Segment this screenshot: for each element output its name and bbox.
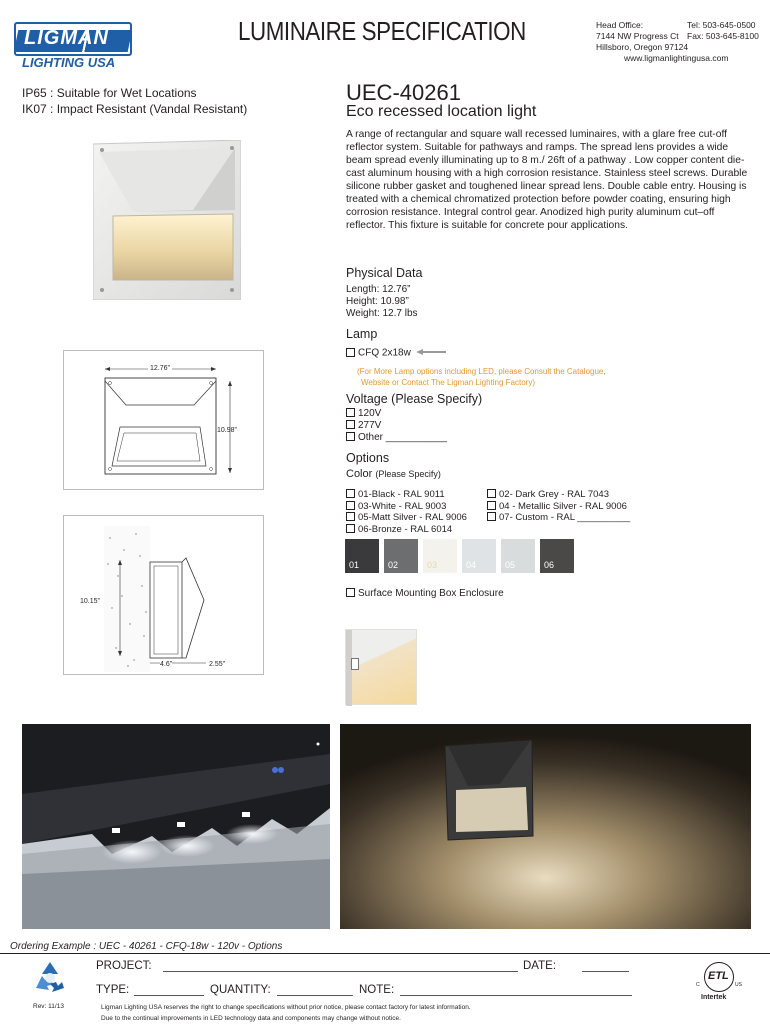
document-title: LUMINAIRE SPECIFICATION bbox=[238, 16, 526, 46]
ordering-example: Ordering Example : UEC - 40261 - CFQ-18w - 120v - Options bbox=[10, 941, 283, 952]
footer-divider bbox=[0, 953, 770, 954]
product-render bbox=[93, 140, 241, 300]
product-model: UEC-40261 bbox=[346, 80, 461, 105]
product-description: A range of rectangular and square wall recessed luminaires, with a glare free cut-off reflector system. Suitable for pathways and ramps. The spread lens provides a wide beam spread evenly illuminating up to 8 m./ 26ft of a pathway . Low copper content die-cast aluminum housing with a high corrosion resistance. Stainless steel screws. Durable silicone rubber gasket and toughened linear spread lens. Double cable entry. Housing is treated with a chemical chromatized protection before powder coating, ensuring high corrosion resistance. Integral control gear. Anodized high purity aluminum cut–off reflector. This fixture is suitable for concrete pour applications. bbox=[346, 129, 748, 231]
options-heading: Options bbox=[346, 451, 390, 465]
project-field[interactable] bbox=[163, 971, 518, 972]
dim-side-height: 10.15” bbox=[80, 598, 100, 605]
physical-height: Height: 10.98” bbox=[346, 296, 409, 307]
dim-height: 10.98” bbox=[217, 427, 237, 434]
company-logo bbox=[14, 22, 132, 56]
date-label: DATE: bbox=[523, 960, 557, 972]
physical-weight: Weight: 12.7 lbs bbox=[346, 308, 418, 319]
color-option-01[interactable]: 01-Black - RAL 9011 bbox=[346, 489, 467, 501]
logo-subtitle: LIGHTING USA bbox=[22, 55, 116, 70]
date-field[interactable] bbox=[582, 971, 629, 972]
front-view-drawing bbox=[63, 350, 264, 490]
voltage-options bbox=[346, 408, 447, 444]
lamp-option: CFQ 2x18w bbox=[346, 347, 446, 360]
lamp-heading: Lamp bbox=[346, 327, 378, 341]
head-office-address: Head Office: 7144 NW Progress Ct Hillsboro, Oregon 97124 bbox=[596, 20, 689, 52]
surface-box-image bbox=[345, 629, 417, 705]
note-field[interactable] bbox=[400, 995, 632, 996]
etl-listed-mark: ETL C US Intertek bbox=[696, 962, 740, 1006]
color-swatch-02: 02 bbox=[384, 539, 418, 573]
surface-box-option[interactable]: Surface Mounting Box Enclosure bbox=[346, 588, 504, 600]
dim-width: 12.76” bbox=[150, 365, 170, 372]
disclaimer: Ligman Lighting USA reserves the right to change specifications without prior notice, please contact factory for latest information. Due to the continual improvements in LED technology data and components may change without notice. bbox=[101, 1004, 471, 1022]
color-swatch-03: 03 bbox=[423, 539, 457, 573]
color-option-02[interactable]: 02- Dark Grey - RAL 7043 bbox=[487, 489, 630, 501]
contact-phones: Tel: 503-645-0500 Fax: 503-645-8100 bbox=[687, 20, 759, 41]
dim-side-projection: 2.55” bbox=[209, 661, 225, 668]
type-field[interactable] bbox=[134, 995, 204, 996]
recycle-icon bbox=[30, 958, 70, 998]
website-link[interactable]: www.ligmanlightingusa.com bbox=[624, 53, 729, 63]
color-options-right bbox=[487, 489, 630, 524]
color-swatch-04: 04 bbox=[462, 539, 496, 573]
color-swatch-01: 01 bbox=[345, 539, 379, 573]
quantity-field[interactable] bbox=[277, 995, 353, 996]
voltage-option-277[interactable]: 277V bbox=[346, 420, 447, 432]
color-option-07[interactable]: 07- Custom - RAL __________ bbox=[487, 512, 630, 524]
quantity-label: QUANTITY: bbox=[210, 984, 271, 996]
product-subtitle: Eco recessed location light bbox=[346, 103, 537, 120]
color-option-03[interactable]: 03-White - RAL 9003 bbox=[346, 501, 467, 513]
arrow-left-icon bbox=[416, 347, 446, 359]
installation-photo-wall bbox=[340, 724, 751, 929]
physical-data-heading: Physical Data bbox=[346, 266, 423, 280]
color-options-left bbox=[346, 489, 467, 535]
lamp-note: (For More Lamp options including LED, please Consult the Catalogue, Website or Contact The Ligman Lighting Factory) bbox=[357, 367, 606, 387]
color-option-05[interactable]: 05-Matt Silver - RAL 9006 bbox=[346, 512, 467, 524]
logo-wordmark: LIGMAN bbox=[24, 27, 109, 49]
physical-length: Length: 12.76” bbox=[346, 284, 411, 295]
installation-photo-stairs bbox=[22, 724, 330, 929]
side-view-drawing bbox=[63, 515, 264, 675]
color-swatch-05: 05 bbox=[501, 539, 535, 573]
voltage-heading: Voltage (Please Specify) bbox=[346, 392, 483, 406]
note-label: NOTE: bbox=[359, 984, 395, 996]
color-swatch-06: 06 bbox=[540, 539, 574, 573]
lamp-checkbox[interactable] bbox=[346, 348, 355, 357]
color-option-04[interactable]: 04 - Metallic Silver - RAL 9006 bbox=[487, 501, 630, 513]
revision-label: Rev: 11/13 bbox=[33, 1003, 64, 1010]
voltage-option-120[interactable]: 120V bbox=[346, 408, 447, 420]
voltage-option-other[interactable]: Other ___________ bbox=[346, 432, 447, 444]
type-label: TYPE: bbox=[96, 984, 130, 996]
dim-side-depth: 4.6” bbox=[160, 661, 173, 668]
ik-rating: IK07 : Impact Resistant (Vandal Resistant) bbox=[22, 102, 248, 116]
ip-rating: IP65 : Suitable for Wet Locations bbox=[22, 86, 197, 100]
color-label: Color (Please Specify) bbox=[346, 468, 441, 480]
color-option-06[interactable]: 06-Bronze - RAL 6014 bbox=[346, 524, 467, 536]
project-label: PROJECT: bbox=[96, 960, 152, 972]
